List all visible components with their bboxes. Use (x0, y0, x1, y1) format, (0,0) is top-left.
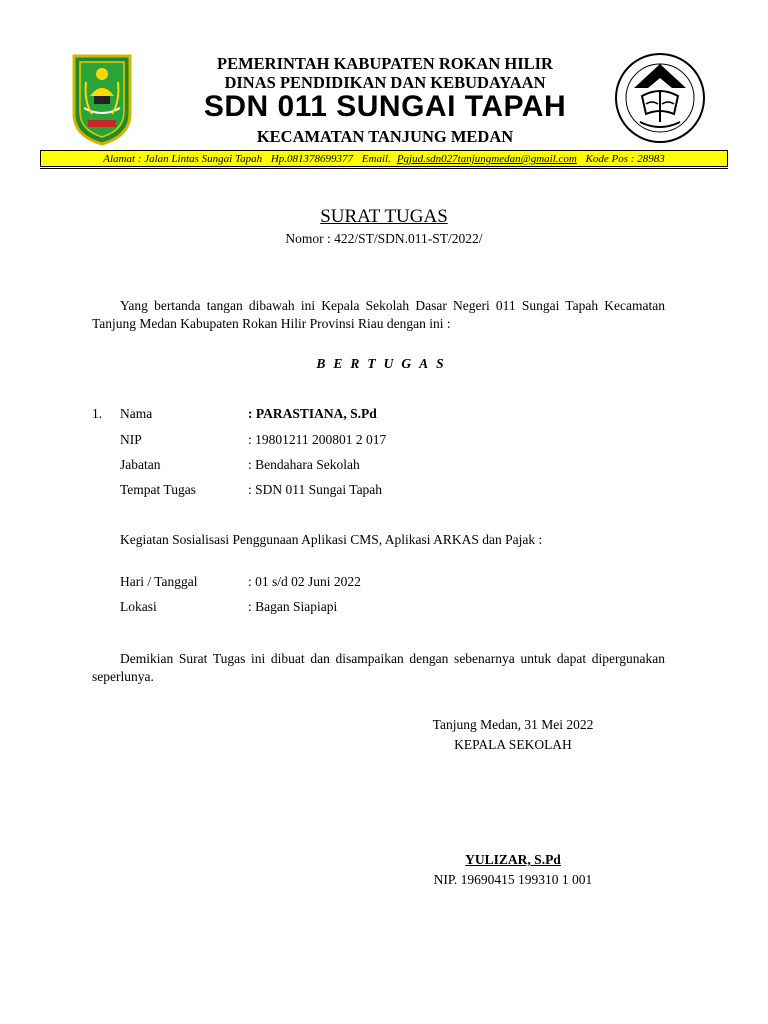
field-label-position: Jabatan (120, 457, 161, 472)
header-department: DINAS PENDIDIKAN DAN KEBUDAYAAN (224, 73, 546, 92)
field-label-workplace: Tempat Tugas (120, 482, 196, 497)
header-district: KECAMATAN TANJUNG MEDAN (256, 127, 514, 146)
tut-wuri-handayani-emblem (612, 52, 708, 144)
field-label-nip: NIP (120, 432, 142, 447)
field-label-name: Nama (120, 406, 153, 421)
header-government: PEMERINTAH KABUPATEN ROKAN HILIR (217, 54, 553, 73)
address-text: Alamat : Jalan Lintas Sungai Tapah (103, 153, 263, 165)
letter-number: Nomor : 422/ST/SDN.011-ST/2022/ (285, 231, 483, 246)
field-value-nip: : 19801211 200801 2 017 (248, 432, 387, 447)
signer-nip: NIP. 19690415 199310 1 001 (433, 872, 593, 887)
letter-title: SURAT TUGAS (320, 206, 448, 227)
schedule-label-location: Lokasi (120, 599, 157, 614)
place-date: Tanjung Medan, 31 Mei 2022 (432, 717, 594, 732)
opening-text: Yang bertanda tangan dibawah ini Kepala Sekolah Dasar Negeri 011 Sungai Tapah Kecamatan Tanjung Medan Kabupaten Rokan Hilir Provinsi Riau dengan ini : (92, 298, 665, 331)
opening-paragraph (92, 297, 665, 333)
closing-paragraph (92, 650, 665, 686)
header-school-name: SDN 011 SUNGAI TAPAH (203, 90, 567, 123)
schedule-value-location: : Bagan Siapiapi (248, 599, 338, 614)
rokan-hilir-emblem (70, 52, 134, 146)
email-link[interactable]: Pgjud.sdn027tanjungmedan@gmail.com (396, 153, 577, 165)
field-value-name: : PARASTIANA, S.Pd (248, 406, 377, 421)
signer-position: KEPALA SEKOLAH (454, 737, 572, 752)
assignment-heading: BERTUGAS (316, 356, 452, 371)
closing-text: Demikian Surat Tugas ini dibuat dan disampaikan dengan sebenarnya untuk dapat dipergunakan seperlunya. (92, 651, 665, 684)
field-value-workplace: : SDN 011 Sungai Tapah (248, 482, 383, 497)
postcode-text: Kode Pos : 28983 (585, 153, 665, 165)
phone-text: Hp.081378699377 (270, 153, 354, 165)
schedule-label-date: Hari / Tanggal (120, 574, 198, 589)
activity-text: Kegiatan Sosialisasi Penggunaan Aplikasi CMS, Aplikasi ARKAS dan Pajak : (120, 532, 543, 547)
item-number: 1. (92, 406, 103, 421)
schedule-value-date: : 01 s/d 02 Juni 2022 (248, 574, 361, 589)
signer-name: YULIZAR, S.Pd (465, 852, 561, 867)
field-value-position: : Bendahara Sekolah (248, 457, 360, 472)
address-bar (40, 150, 728, 167)
header-divider (40, 168, 728, 169)
email-label: Email. (361, 153, 391, 165)
